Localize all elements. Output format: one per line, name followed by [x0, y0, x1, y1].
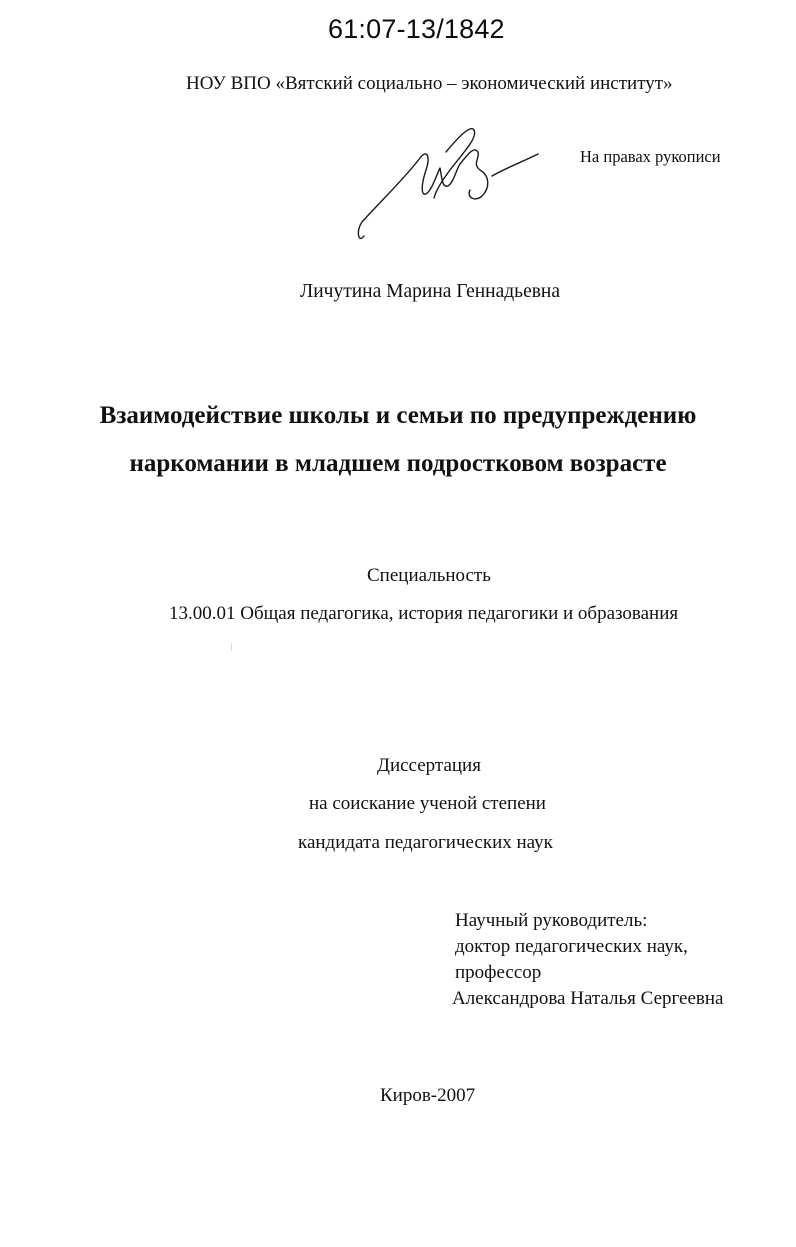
- library-code: 61:07-13/1842: [328, 14, 505, 44]
- supervisor-name: Александрова Наталья Сергеевна: [452, 988, 724, 1009]
- supervisor-line-3: профессор: [455, 962, 542, 983]
- specialty-value: 13.00.01 Общая педагогика, история педагогики и образования: [169, 603, 679, 624]
- title-line-2: наркомании в младшем подростковом возрасте: [129, 450, 667, 477]
- degree-line-3: кандидата педагогических наук: [298, 832, 553, 853]
- supervisor-line-2: доктор педагогических наук,: [455, 936, 688, 957]
- supervisor-line-1: Научный руководитель:: [455, 910, 648, 931]
- dissertation-title: [0, 392, 796, 488]
- supervisor-block: [452, 908, 724, 1012]
- degree-line-1: Диссертация: [377, 755, 481, 776]
- institution-name: НОУ ВПО «Вятский социально – экономический институт»: [186, 73, 673, 94]
- handwritten-signature: [350, 118, 550, 248]
- rights-notice: На правах рукописи: [580, 147, 721, 166]
- scan-speck: [231, 643, 232, 651]
- title-line-1: Взаимодействие школы и семьи по предупреждению: [99, 402, 697, 429]
- degree-line-2: на соискание ученой степени: [309, 793, 546, 814]
- author-name: Личутина Марина Геннадьевна: [300, 281, 561, 302]
- city-year: Киров-2007: [380, 1085, 476, 1106]
- specialty-label: Специальность: [367, 565, 491, 586]
